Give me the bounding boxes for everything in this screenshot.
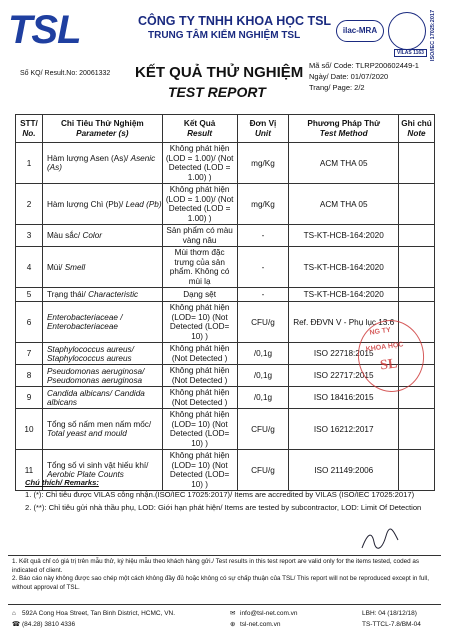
- remark-1: 1. (*): Chỉ tiêu được VILAS công nhận.(ISO/IEC 17025:2017)/ Items are accredited by VILAS (ISO/IEC 17025:2017): [25, 490, 415, 499]
- report-code: Mã số/ Code: TLRP200602449-1: [309, 61, 419, 70]
- row-method: ISO 18416:2015: [289, 387, 399, 409]
- row-no: 1: [16, 143, 43, 184]
- report-header: [6, 6, 443, 64]
- row-no: 6: [16, 302, 43, 343]
- row-result: Không phát hiện (LOD = 1.00)/ (Not Detected (LOD = 1.00) ): [162, 143, 237, 184]
- row-parameter: Hàm lượng Chì (Pb)/ Lead (Pb): [42, 184, 162, 225]
- row-method: TS-KT-HCB-164:2020: [289, 288, 399, 302]
- table-row: [16, 184, 435, 225]
- phone-icon: ☎: [12, 621, 21, 628]
- email-icon: ✉: [230, 610, 236, 617]
- table-row: [16, 387, 435, 409]
- row-unit: CFU/g: [237, 302, 289, 343]
- row-parameter: Tổng số vi sinh vật hiếu khí/ Aerobic Plate Counts: [42, 450, 162, 491]
- row-note: [399, 225, 435, 247]
- table-row: [16, 225, 435, 247]
- row-parameter: Candida albicans/ Candida albicans: [42, 387, 162, 409]
- row-method: TS-KT-HCB-164:2020: [289, 225, 399, 247]
- row-result: Dạng sệt: [162, 288, 237, 302]
- row-parameter: Trạng thái/ Characteristic: [42, 288, 162, 302]
- signature: [360, 528, 400, 552]
- row-result: Không phát hiện (Not Detected ): [162, 365, 237, 387]
- remark-2: 2. (**): Chỉ tiêu gửi nhà thầu phụ, LOD: Giới hạn phát hiện/ Items are tested by subcontractor, LOD: Limit Of Detection: [25, 503, 422, 512]
- row-unit: -: [237, 247, 289, 288]
- title-vn: KẾT QUẢ THỬ NGHIỆM: [135, 64, 304, 81]
- row-no: 9: [16, 387, 43, 409]
- row-result: Không phát hiện (LOD= 10) (Not Detected (LOD= 10) ): [162, 302, 237, 343]
- row-unit: mg/Kg: [237, 184, 289, 225]
- table-row: [16, 288, 435, 302]
- row-method: Ref. ĐĐVN V - Phụ lục 13.6: [289, 302, 399, 343]
- row-parameter: Pseudomonas aeruginosa/ Pseudomonas aeruginosa: [42, 365, 162, 387]
- row-parameter: Staphylococcus aureus/ Staphylococcus aureus: [42, 343, 162, 365]
- row-no: 10: [16, 409, 43, 450]
- company-stamp: NG TY KHOA HỌC SL: [353, 316, 428, 396]
- col-header-no: STT/ No.: [16, 115, 43, 143]
- company-name: CÔNG TY TNHH KHOA HỌC TSL: [138, 14, 332, 28]
- row-unit: CFU/g: [237, 450, 289, 491]
- footer-address: 592A Cong Hoa Street, Tan Binh District, HCMC, VN.: [22, 610, 176, 617]
- row-note: [399, 143, 435, 184]
- row-method: ACM THA 05: [289, 184, 399, 225]
- center-name: TRUNG TÂM KIỂM NGHIỆM TSL: [148, 30, 301, 41]
- remarks: [25, 478, 435, 516]
- row-result: Không phát hiện (LOD= 10) (Not Detected (LOD= 10) ): [162, 409, 237, 450]
- row-note: [399, 409, 435, 450]
- row-parameter: Mùi/ Smell: [42, 247, 162, 288]
- row-result: Không phát hiện (Not Detected ): [162, 343, 237, 365]
- boa-accreditation-seal: [388, 12, 426, 50]
- table-row: [16, 143, 435, 184]
- row-unit: /0,1g: [237, 365, 289, 387]
- row-no: 4: [16, 247, 43, 288]
- row-method: ISO 22717:2015: [289, 365, 399, 387]
- row-note: [399, 387, 435, 409]
- row-method: ISO 16212:2017: [289, 409, 399, 450]
- table-header-row: [16, 115, 435, 143]
- row-result: Mùi thơm đặc trưng của sản phẩm. Không có mùi lạ: [162, 247, 237, 288]
- footer-phone: (84.28) 3810 4336: [22, 621, 76, 628]
- footer-email[interactable]: info@tsl-net.com.vn: [240, 610, 298, 617]
- row-method: TS-KT-HCB-164:2020: [289, 247, 399, 288]
- col-header-result: Kết Quả Result: [162, 115, 237, 143]
- row-unit: mg/Kg: [237, 143, 289, 184]
- row-parameter: Hàm lượng Asen (As)/ Asenic (As): [42, 143, 162, 184]
- row-unit: -: [237, 288, 289, 302]
- report-page: Trang/ Page: 2/2: [309, 83, 365, 92]
- row-note: [399, 288, 435, 302]
- row-unit: /0,1g: [237, 343, 289, 365]
- divider-bottom: [8, 604, 441, 605]
- row-parameter: Màu sắc/ Color: [42, 225, 162, 247]
- row-no: 8: [16, 365, 43, 387]
- row-no: 2: [16, 184, 43, 225]
- footer-lbh: LBH: 04 (18/12/18): [362, 610, 417, 617]
- disclaimer: [12, 558, 438, 592]
- tsl-logo: TSL: [8, 8, 81, 52]
- row-unit: /0,1g: [237, 387, 289, 409]
- row-parameter: Enterobacteriaceae / Enterobacteriaceae: [42, 302, 162, 343]
- title-en: TEST REPORT: [168, 84, 266, 100]
- row-method: ISO 21149:2006: [289, 450, 399, 491]
- row-note: [399, 247, 435, 288]
- row-unit: CFU/g: [237, 409, 289, 450]
- col-header-parameter: Chỉ Tiêu Thử Nghiệm Parameter (s): [42, 115, 162, 143]
- results-table: [15, 114, 435, 491]
- row-note: [399, 184, 435, 225]
- row-unit: -: [237, 225, 289, 247]
- col-header-note: Ghi chú Note: [399, 115, 435, 143]
- col-header-method: Phương Pháp Thử Test Method: [289, 115, 399, 143]
- row-method: ACM THA 05: [289, 143, 399, 184]
- web-icon: ⊕: [230, 621, 236, 628]
- row-method: ISO 22718:2015: [289, 343, 399, 365]
- row-result: Không phát hiện (Not Detected ): [162, 387, 237, 409]
- report-date: Ngày/ Date: 01/07/2020: [309, 72, 389, 81]
- table-row: [16, 409, 435, 450]
- report-meta: [309, 60, 419, 93]
- disclaimer-1: 1. Kết quả chỉ có giá trị trên mẫu thử, ký hiệu mẫu theo khách hàng gửi./ Test results in this test report are valid only for the items tested, coded as indicated of client.: [12, 558, 419, 574]
- row-parameter: Tổng số nấm men nấm mốc/ Total yeast and mould: [42, 409, 162, 450]
- disclaimer-2: 2. Báo cáo này không được sao chép một cách không đầy đủ hoặc không có sự chấp thuận của TSL/ This report will not be reproduced except in full, without approval of TSL.: [12, 575, 429, 591]
- divider-top: [8, 555, 441, 556]
- row-no: 7: [16, 343, 43, 365]
- iso-label: ISO/IEC 17025:2017: [430, 10, 436, 62]
- table-row: [16, 247, 435, 288]
- address-icon: ⌂: [12, 610, 16, 617]
- footer-web[interactable]: tsl-net.com.vn: [240, 621, 281, 628]
- col-header-unit: Đơn Vị Unit: [237, 115, 289, 143]
- footer-code: TS-TTCL-7.8/BM-04: [362, 621, 421, 628]
- vilas-label: VILAS 1163: [394, 49, 427, 57]
- remarks-heading: Chú thích/ Remarks:: [25, 478, 99, 487]
- row-result: Không phát hiện (LOD = 1.00)/ (Not Detected (LOD = 1.00) ): [162, 184, 237, 225]
- result-number: Số KQ/ Result.No: 20061332: [20, 70, 111, 77]
- row-no: 5: [16, 288, 43, 302]
- row-result: Không phát hiện (LOD= 10) (Not Detected (LOD= 10) ): [162, 450, 237, 491]
- row-no: 3: [16, 225, 43, 247]
- ilac-mra-logo: ilac-MRA: [336, 20, 384, 42]
- row-no: 11: [16, 450, 43, 491]
- row-result: Sản phẩm có màu vàng nâu: [162, 225, 237, 247]
